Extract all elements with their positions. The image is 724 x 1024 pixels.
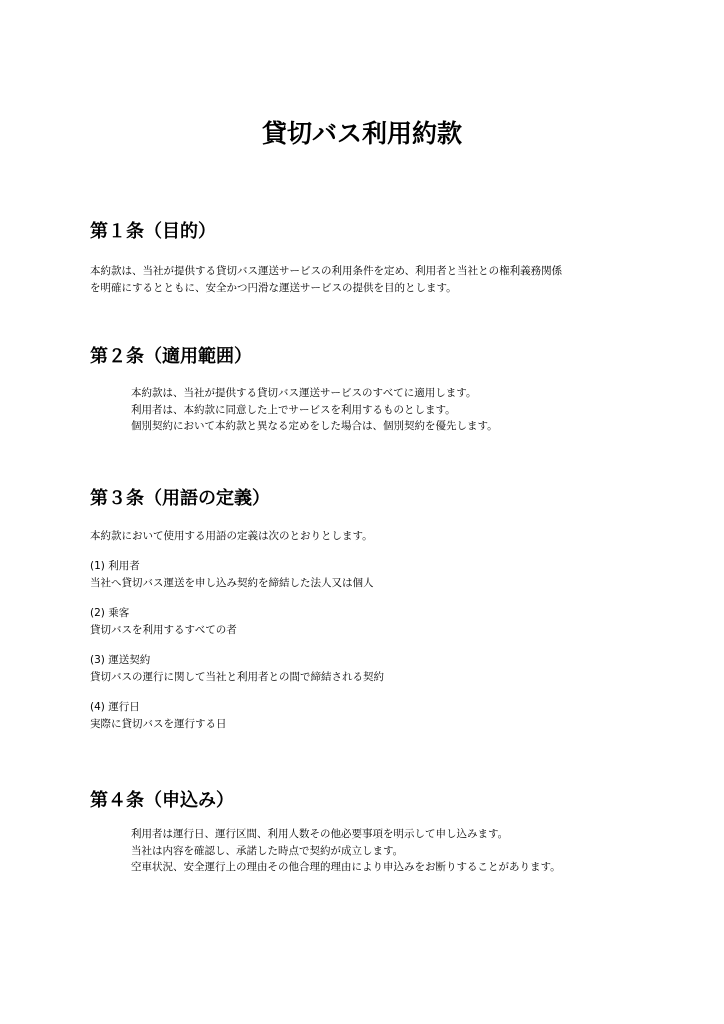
definition-text: 貸切バスの運行に関して当社と利用者との間で締結される契約 [90, 670, 384, 683]
article-4-line-2: 当社は内容を確認し、承諾した時点で契約が成立します。 [131, 844, 404, 857]
definition-term: (1) 利用者 [90, 560, 140, 572]
definition-text: 貸切バスを利用するすべての者 [90, 623, 237, 636]
article-1-heading: 第１条（目的） [90, 221, 216, 242]
definition-term: (3) 運送契約 [90, 654, 151, 666]
article-4-line-1: 利用者は運行日、運行区間、利用人数その他必要事項を明示して申し込みます。 [131, 828, 509, 840]
definition-item [90, 652, 384, 685]
article-2-heading: 第２条（適用範囲） [90, 346, 252, 367]
article-1-body [90, 263, 562, 296]
article-2-line-3: 個別契約において本約款と異なる定めをした場合は、個別契約を優先します。 [131, 420, 498, 432]
article-4-line-3: 空車状況、安全運行上の理由その他合理的理由により申込みをお断りすることがあります。 [131, 861, 561, 873]
article-1-line-2: を明確にするとともに、安全かつ円滑な運送サービスの提供を目的とします。 [90, 281, 457, 294]
document-title: 貸切バス利用約款 [261, 119, 462, 148]
article-3-heading: 第３条（用語の定義） [90, 488, 270, 509]
article-2-line-1: 本約款は、当社が提供する貸切バス運送サービスのすべてに適用します。 [131, 387, 477, 399]
article-4-heading: 第４条（申込み） [90, 790, 234, 811]
article-2-line-2: 利用者は、本約款に同意した上でサービスを利用するものとします。 [131, 403, 456, 416]
article-2-list [131, 385, 498, 435]
article-4-list [131, 826, 561, 876]
definition-text: 実際に貸切バスを運行する日 [90, 717, 227, 730]
article-1-line-1: 本約款は、当社が提供する貸切バス運送サービスの利用条件を定め、利用者と当社との権利義務関係 [90, 265, 563, 277]
definition-term: (2) 乗客 [90, 607, 130, 619]
definition-item [90, 558, 374, 591]
definition-term: (4) 運行日 [90, 701, 140, 713]
article-3-intro: 本約款において使用する用語の定義は次のとおりとします。 [90, 530, 373, 542]
definition-item [90, 605, 237, 638]
definition-text: 当社へ貸切バス運送を申し込み契約を締結した法人又は個人 [90, 576, 374, 589]
definition-item [90, 699, 227, 732]
